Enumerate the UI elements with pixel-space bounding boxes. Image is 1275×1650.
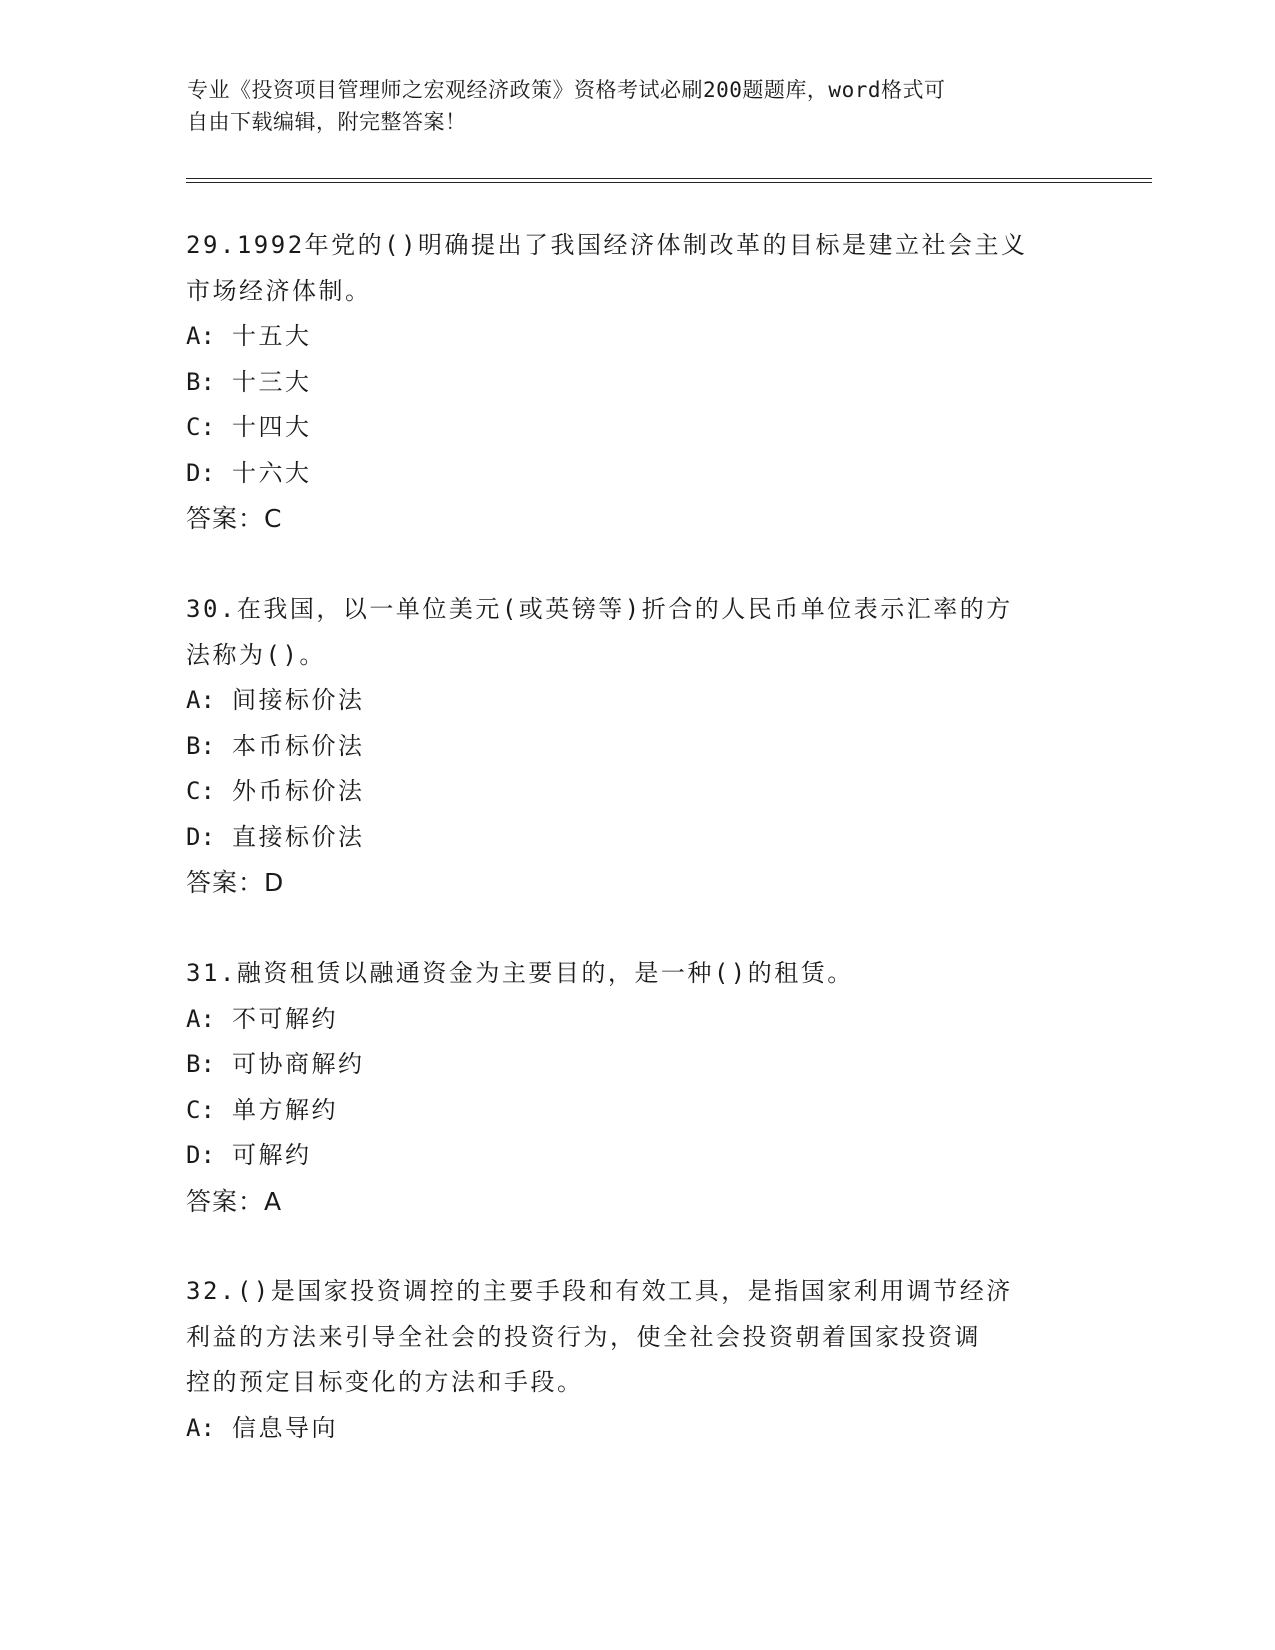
option-key: C:	[186, 1095, 215, 1124]
option-text: 十四大	[232, 413, 312, 441]
question-stem-line: 30.在我国，以一单位美元(或英镑等)折合的人民币单位表示汇率的方	[186, 595, 1013, 623]
option-d	[186, 451, 1086, 497]
option-key: A:	[186, 686, 215, 714]
option-c	[186, 405, 1086, 451]
option-key: D:	[186, 1141, 215, 1169]
option-a	[186, 997, 1086, 1043]
option-text: 不可解约	[232, 1004, 338, 1033]
option-key: A:	[186, 322, 215, 350]
document-header	[187, 74, 1067, 138]
option-key: A:	[186, 1004, 215, 1033]
answer-line: 答案：A	[186, 1186, 283, 1216]
header-line-2: 自由下载编辑，附完整答案！	[187, 110, 467, 134]
question-stem-line: 利益的方法来引导全社会的投资行为，使全社会投资朝着国家投资调	[186, 1322, 981, 1351]
option-text: 间接标价法	[232, 686, 365, 714]
option-b	[186, 360, 1086, 406]
option-text: 外币标价法	[232, 777, 365, 805]
option-a	[186, 1406, 1086, 1452]
option-key: B:	[186, 1050, 215, 1078]
option-key: C:	[186, 413, 215, 441]
option-text: 可协商解约	[232, 1050, 365, 1078]
question-stem-line: 31.融资租赁以融通资金为主要目的，是一种()的租赁。	[186, 959, 854, 987]
option-text: 十五大	[232, 322, 312, 350]
option-key: B:	[186, 367, 215, 396]
question-stem-line: 市场经济体制。	[186, 276, 372, 305]
header-line-1: 专业《投资项目管理师之宏观经济政策》资格考试必刷200题题库，word格式可	[187, 78, 946, 102]
option-d	[186, 815, 1086, 861]
option-key: C:	[186, 777, 215, 805]
question-stem-line: 控的预定目标变化的方法和手段。	[186, 1368, 584, 1396]
option-key: A:	[186, 1413, 215, 1442]
option-text: 十六大	[232, 458, 312, 487]
option-text: 可解约	[232, 1141, 312, 1169]
option-key: D:	[186, 822, 215, 851]
option-a	[186, 314, 1086, 360]
question-31	[186, 951, 1086, 1224]
option-c	[186, 769, 1086, 815]
answer-line: 答案：D	[186, 868, 285, 897]
option-c	[186, 1088, 1086, 1134]
option-key: D:	[186, 458, 215, 487]
answer-line: 答案：C	[186, 504, 283, 533]
option-text: 单方解约	[232, 1095, 338, 1124]
question-stem-line: 32.()是国家投资调控的主要手段和有效工具，是指国家利用调节经济	[186, 1277, 1013, 1305]
question-29	[186, 223, 1086, 542]
option-b	[186, 724, 1086, 770]
header-divider	[186, 178, 1152, 183]
option-key: B:	[186, 731, 215, 760]
option-text: 直接标价法	[232, 822, 365, 851]
option-b	[186, 1042, 1086, 1088]
option-text: 信息导向	[232, 1413, 338, 1442]
question-30	[186, 587, 1086, 906]
question-32	[186, 1269, 1086, 1451]
question-stem-line: 法称为()。	[186, 640, 326, 669]
question-stem-line: 29.1992年党的()明确提出了我国经济体制改革的目标是建立社会主义	[186, 231, 1028, 259]
option-text: 十三大	[232, 367, 312, 396]
option-d	[186, 1133, 1086, 1179]
option-text: 本币标价法	[232, 731, 365, 760]
option-a	[186, 678, 1086, 724]
